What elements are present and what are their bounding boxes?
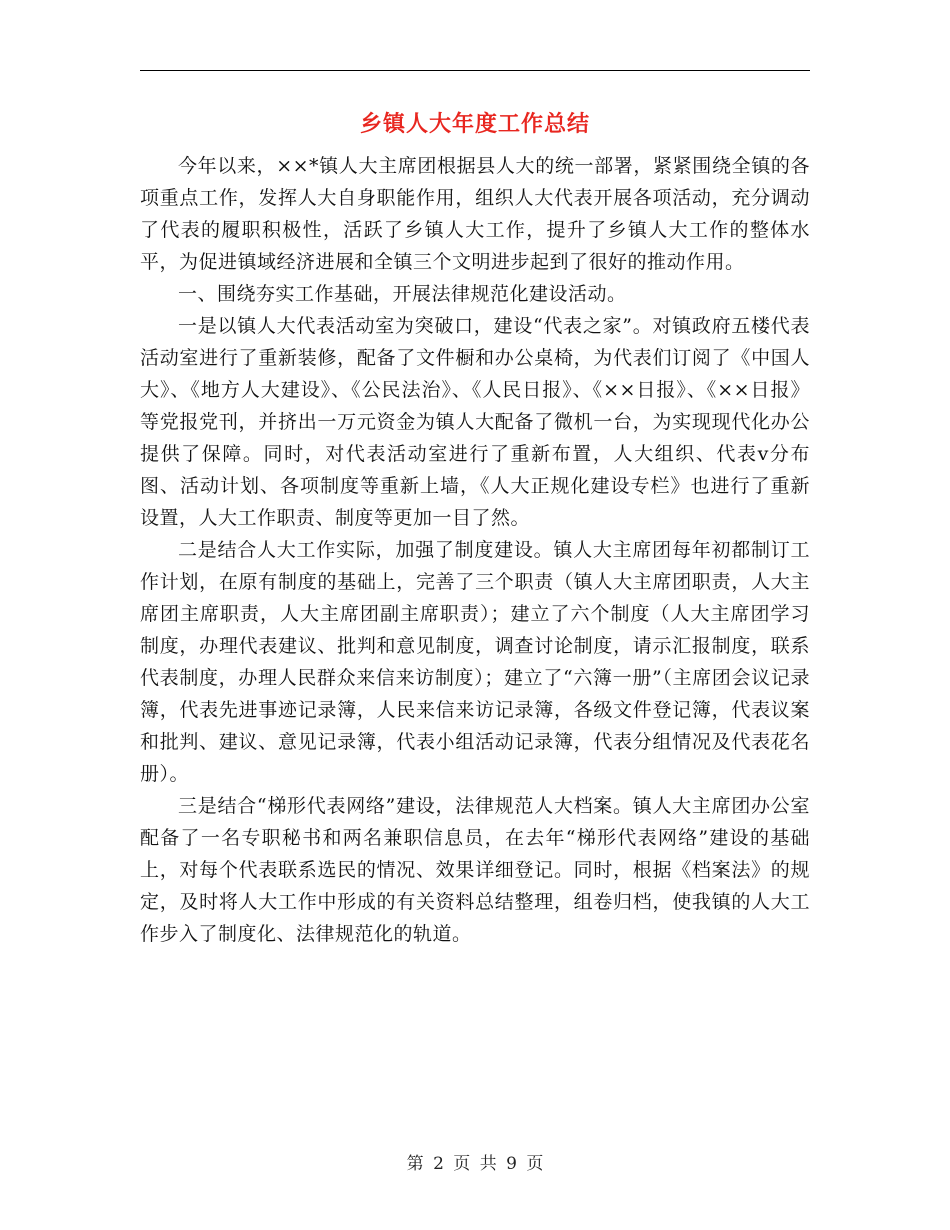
intro-paragraph: 今年以来，××*镇人大主席团根据县人大的统一部署，紧紧围绕全镇的各项重点工作，发挥人大自身职能作用，组织人大代表开展各项活动，充分调动了代表的履职积极性，活跃了乡镇人大工作，提升了乡镇人大工作的整体水平，为促进镇域经济进展和全镇三个文明进步起到了很好的推动作用。 xyxy=(140,155,810,273)
paragraph-archives: 三是结合“梯形代表网络”建设，法律规范人大档案。镇人大主席团办公室配备了一名专职秘书和两名兼职信息员，在去年“梯形代表网络”建设的基础上，对每个代表联系选民的情况、效果详细登记。同时，根据《档案法》的规定，及时将人大工作中形成的有关资料总结整理，组卷归档，使我镇的人大工作步入了制度化、法律规范化的轨道。 xyxy=(140,795,810,945)
header-rule xyxy=(140,70,810,71)
paragraph-system-building: 二是结合人大工作实际，加强了制度建设。镇人大主席团每年初都制订工作计划，在原有制度的基础上，完善了三个职责（镇人大主席团职责，人大主席团主席职责，人大主席团副主席职责）；建立了六个制度（人大主席团学习制度，办理代表建议、批判和意见制度，调查讨论制度，请示汇报制度，联系代表制度，办理人民群众来信来访制度）；建立了“六簿一册”（主席团会议记录簿，代表先进事迹记录簿，人民来信来访记录簿，各级文件登记簿，代表议案和批判、建议、意见记录簿，代表小组活动记录簿，代表分组情况及代表花名册）。 xyxy=(140,539,810,785)
paragraph-representative-home: 一是以镇人大代表活动室为突破口，建设“代表之家”。对镇政府五楼代表活动室进行了重新装修，配备了文件橱和办公桌椅，为代表们订阅了《中国人大》、《地方人大建设》、《公民法治》、《人民日报》、《××日报》、《××日报》等党报党刊，并挤出一万元资金为镇人大配备了微机一台，为实现现代化办公提供了保障。同时，对代表活动室进行了重新布置，人大组织、代表v分布图、活动计划、各项制度等重新上墙，《人大正规化建设专栏》也进行了重新设置，人大工作职责、制度等更加一目了然。 xyxy=(140,315,810,529)
section-heading: 一、围绕夯实工作基础，开展法律规范化建设活动。 xyxy=(178,283,627,305)
page-number-footer: 第 2 页 共 9 页 xyxy=(406,1154,544,1174)
document-body xyxy=(140,150,810,950)
document-title: 乡镇人大年度工作总结 xyxy=(359,112,590,137)
